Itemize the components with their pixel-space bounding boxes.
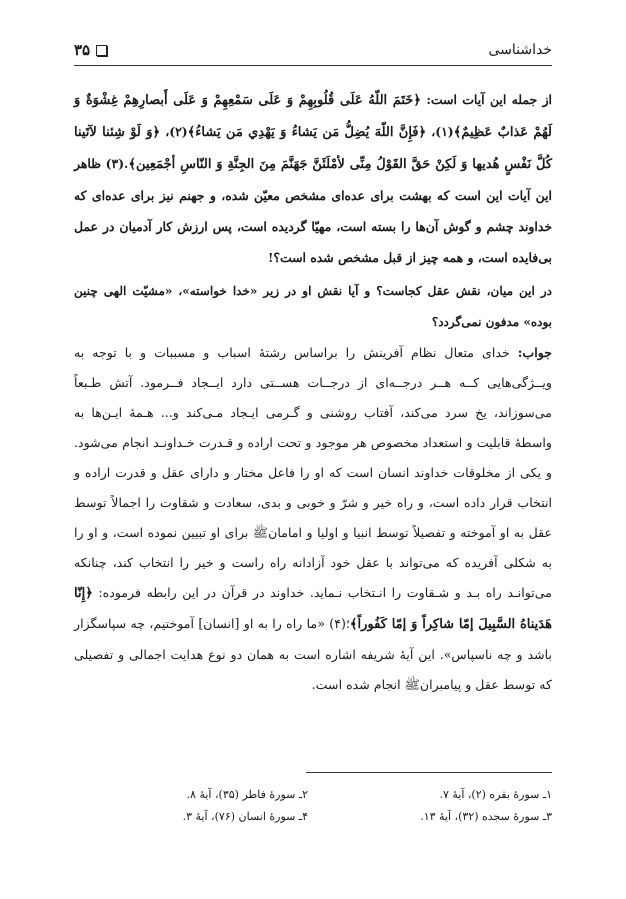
intro-segment-6: .(۳) ظاهر این آیات این است که بهشت برای عده‌ای مشخص معیّن شده، و جهنم نیز برای عده‌ای که خداوند چشم و گوش آن‌ها را بسته است، مهیّا گردیده است، پس ارزش کار آدمیان در عمل بی‌فایده است، و همه چیز از قبل مشخص شده است؟! [74, 156, 552, 265]
intro-segment-2: (۱)، [426, 124, 454, 139]
intro-segment-0: از جمله این آیات است: [420, 92, 552, 107]
intro-paragraph [74, 84, 552, 273]
header-rule [74, 65, 552, 66]
answer-paragraph [74, 338, 552, 700]
square-bullet-icon [96, 45, 107, 56]
footnote-1: ۱ـ سورهٔ بقره (۲)، آیهٔ ۷. [439, 788, 552, 801]
intro-segment-1: ﴿خَتَمَ اللّهُ عَلَى قُلُوبِهِمْ وَ عَلَى سَمْعِهِمْ وَ عَلَى أَبصارِهِمْ غِشْوَةٌ وَ لَهُمْ عَذابٌ عَظِيمٌ﴾ [74, 93, 553, 140]
question-paragraph: در این میان، نقش عقل کجاست؟ و آیا نقش او در زیر «خدا خواسته»، «مشیّت الهی چنین بوده» مدفون نمی‌گردد؟ [74, 284, 552, 329]
header-title: خداشناسی [488, 42, 552, 58]
running-header [74, 38, 552, 62]
footnote-3: ۳ـ سورهٔ سجده (۳۲)، آیهٔ ۱۳. [420, 810, 552, 823]
footnote-rule [306, 772, 552, 773]
footnotes [84, 784, 552, 828]
answer-segment-0: خدای متعال نظام آفرینش را براساس رشتهٔ اسباب و مسببات و با توجه به ویــژگی‌هایی کــه هــر درجــه‌ای از درجــات هســتی دارد ایــجاد فــرمود. آتش طـبعاً می‌سوزاند، یخ سرد می‌کند، آفتاب روشنی و گـرمی ایـجاد مـی‌کند و... هـمهٔ ایـن‌ها به واسطهٔ قابلیت و استعداد مخصوص هر موجود و تحت اراده و قـدرت خـداونـد انجام می‌شود. و یکی از مخلوقات خداوند انسان است که او را فاعل مختار و دارای عقل و قدرت اراده و انتخاب قرار داده است، و راه خیر و شرّ و خوبی و بدی، سعادت و شقاوت را اجمالاً توسط عقل به او آموخته و تفصیلاً توسط انبیا و اولیا و امامانﷺ برای او تبیین نموده است، و او را به شکلی آفریده که می‌تواند با عقل خود آزادانه راه راست و خیر را انتخاب کند، چنانکه می‌توانـد راه بـد و شـقاوت را انـتخاب نـماید. خداوند در قرآن در این رابطه فرموده: [74, 345, 552, 600]
footnote-2: ۲ـ سورهٔ فاطر (۳۵)، آیهٔ ۸. [186, 788, 308, 801]
intro-segment-3: ﴿فَإِنَّ اللّهَ يُضِلُّ مَن يَشاءُ وَ يَهْدِي مَن يَشاءُ﴾ [187, 125, 427, 140]
footnote-4: ۴ـ سورهٔ انسان (۷۶)، آیهٔ ۳. [182, 810, 308, 823]
page-number: ۳۵ [74, 41, 91, 59]
answer-label: جواب: [517, 345, 552, 360]
intro-segment-5: ﴿وَ لَوْ شِئنا لآتَينا كُلَّ نَفْسٍ هُديها وَ لَكِنْ حَقَّ القَوْلُ مِنِّى لأمْلَئَنَّ جَهَنَّمَ مِنَ الجِنَّةِ وَ النّاسِ أجْمَعِين﴾ [74, 125, 553, 172]
main-text [74, 84, 552, 700]
page-number-group [74, 41, 107, 59]
answer-segment-2: ؛(۴) «ما راه را به او [انسان] آموختیم، چه سپاسگزار باشد و چه ناسپاس». این آیهٔ شریفه اشاره است به همان دو نوع هدایت اجمالی و تفصیلی که توسط عقل و پیامبرانﷺ انجام شده است. [74, 616, 552, 692]
intro-segment-4: (۲)، [160, 124, 188, 139]
answer-segment-1: ﴿إِنّا هَدَيناهُ السَّبِيلَ إمّا شاكِراً وَ إمّا كَفُوراً﴾ [74, 586, 552, 632]
